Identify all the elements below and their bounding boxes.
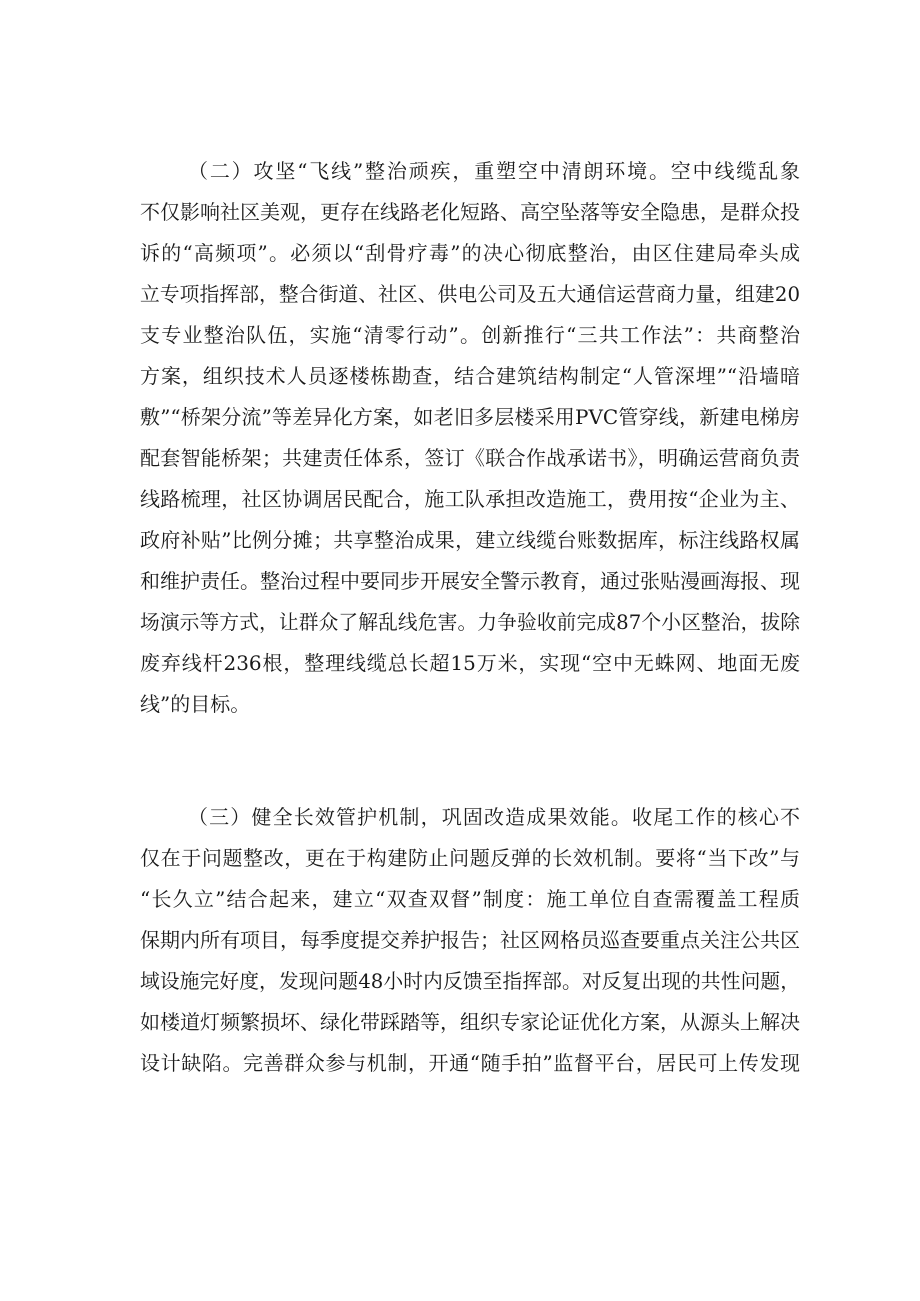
paragraph-line: 和维护责任。整治过程中要同步开展安全警示教育，通过张贴漫画海报、现 [140,569,800,593]
paragraph-line: 立专项指挥部，整合街道、社区、供电公司及五大通信运营商力量，组建20 [140,283,800,306]
paragraph-line: 诉的“高频项”。必须以“刮骨疗毒”的决心彻底整治，由区住建局牵头成 [140,241,800,265]
paragraph-line: 线”的目标。 [140,692,251,716]
paragraph-line: 配套智能桥架；共建责任体系，签订《联合作战承诺书》，明确运营商负责 [140,446,800,470]
paragraph-line: 方案，组织技术人员逐楼栋勘查，结合建筑结构制定“人管深埋”“沿墙暗 [140,364,800,388]
paragraph-line: 线路梳理，社区协调居民配合，施工队承担改造施工，费用按“企业为主、 [140,487,800,511]
paragraph-line: 设计缺陷。完善群众参与机制，开通“随手拍”监督平台，居民可上传发现 [140,1051,800,1075]
paragraph-long-term-maintenance [140,797,800,1084]
paragraph-line: 政府补贴”比例分摊；共享整治成果，建立线缆台账数据库，标注线路权属 [140,528,800,552]
paragraph-line: 如楼道灯频繁损坏、绿化带踩踏等，组织专家论证优化方案，从源头上解决 [140,1010,800,1034]
paragraph-line: （二）攻坚“飞线”整治顽疾，重塑空中清朗环境。空中线缆乱象 [188,159,800,183]
paragraph-line: 场演示等方式，让群众了解乱线危害。力争验收前完成87个小区整治，拔除 [140,611,800,634]
paragraph-line: 废弃线杆236根，整理线缆总长超15万米，实现“空中无蛛网、地面无废 [140,651,800,675]
paragraph-flying-wires [140,151,800,725]
paragraph-line: “长久立”结合起来，建立“双查双督”制度：施工单位自查需覆盖工程质 [140,887,800,911]
paragraph-line: 保期内所有项目，每季度提交养护报告；社区网格员巡查要重点关注公共区 [140,928,800,952]
paragraph-line: 域设施完好度，发现问题48小时内反馈至指挥部。对反复出现的共性问题， [140,970,800,993]
paragraph-line: 仅在于问题整改，更在于构建防止问题反弹的长效机制。要将“当下改”与 [140,846,800,870]
paragraph-line: 不仅影响社区美观，更存在线路老化短路、高空坠落等安全隐患，是群众投 [140,200,800,224]
paragraph-line: 敷”“桥架分流”等差异化方案，如老旧多层楼采用PVC管穿线，新建电梯房 [140,405,800,429]
paragraph-line: 支专业整治队伍，实施“清零行动”。创新推行“三共工作法”：共商整治 [140,323,800,347]
paragraph-line: （三）健全长效管护机制，巩固改造成果效能。收尾工作的核心不 [188,805,800,829]
